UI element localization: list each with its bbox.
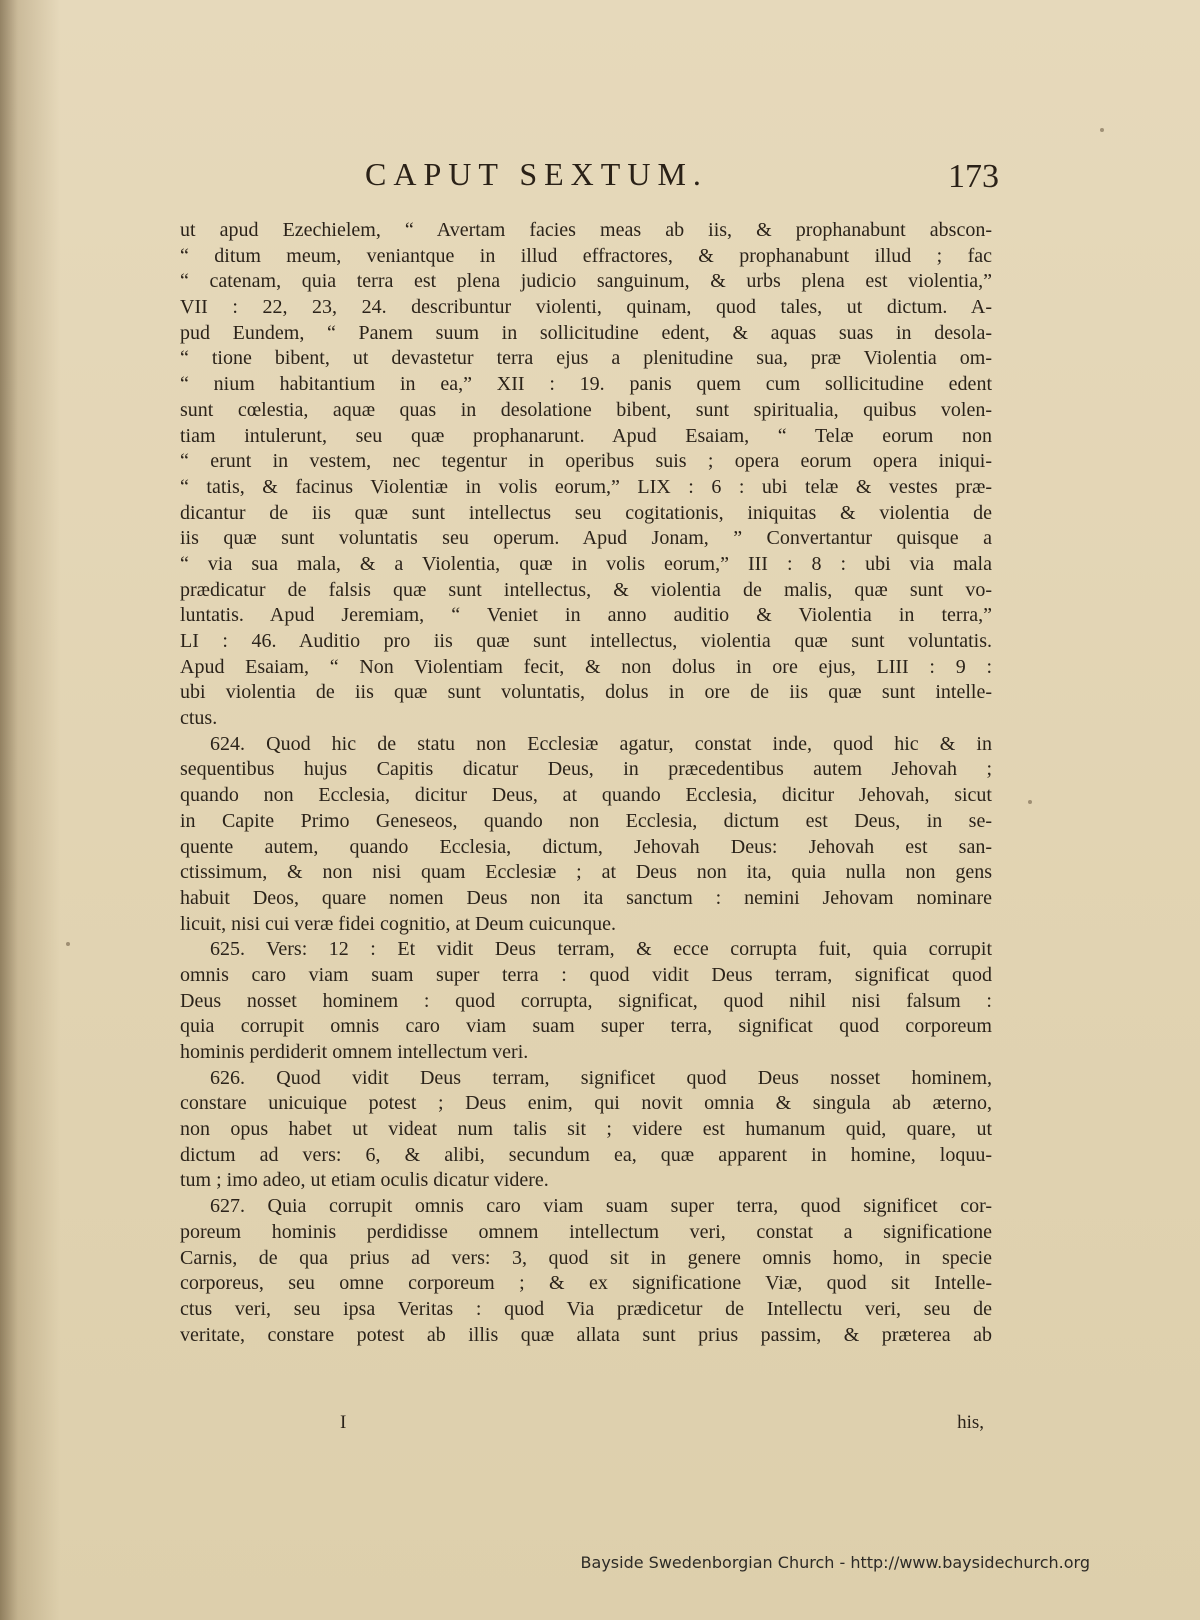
- text-line: quando non Ecclesia, dicitur Deus, at quando Ecclesia, dicitur Jehovah, sicut: [180, 784, 992, 807]
- text-line: luntatis. Apud Jeremiam, “ Veniet in anno auditio & Violentia in terra,”: [180, 604, 992, 627]
- page-header: [175, 156, 1005, 200]
- page-number: 173: [948, 158, 999, 195]
- text-line: dicantur de iis quæ sunt intellectus seu cogitationis, iniquitas & violentia de: [180, 501, 992, 524]
- paper-speck: [66, 942, 70, 946]
- watermark-credit: Bayside Swedenborgian Church - http://www.baysidechurch.org: [580, 1553, 1090, 1572]
- paragraph-627-start: 627. Quia corrupit omnis caro viam suam super terra, quod significet cor-: [210, 1195, 992, 1218]
- text-line: hominis perdiderit omnem intellectum veri.: [180, 1041, 529, 1063]
- text-line: “ nium habitantium in ea,” XII : 19. panis quem cum sollicitudine edent: [180, 373, 992, 396]
- text-line: Apud Esaiam, “ Non Violentiam fecit, & non dolus in ore ejus, LIII : 9 :: [180, 655, 992, 678]
- paragraph-624-start: 624. Quod hic de statu non Ecclesiæ agatur, constat inde, quod hic & in: [210, 732, 992, 755]
- text-line: poreum hominis perdidisse omnem intellectum veri, constat a significatione: [180, 1220, 992, 1243]
- text-line: quente autem, quando Ecclesia, dictum, Jehovah Deus: Jehovah est san-: [180, 835, 992, 858]
- text-line: “ via sua mala, & a Violentia, quæ in volis eorum,” III : 8 : ubi via mala: [180, 552, 992, 575]
- text-line: ut apud Ezechielem, “ Avertam facies meas ab iis, & prophanabunt abscon-: [180, 219, 992, 241]
- text-line: omnis caro viam suam super terra : quod vidit Deus terram, significat quod: [180, 963, 992, 986]
- catchword: his,: [957, 1412, 984, 1433]
- text-line: ctus veri, seu ipsa Veritas : quod Via prædicetur de Intellectu veri, seu de: [180, 1297, 992, 1320]
- page-footer: [180, 1412, 992, 1438]
- text-line: tiam intulerunt, seu quæ prophanarunt. Apud Esaiam, “ Telæ eorum non: [180, 424, 992, 447]
- text-line: “ ditum meum, veniantque in illud effractores, & prophanabunt illud ; fac: [180, 244, 992, 267]
- text-line: dictum ad vers: 6, & alibi, secundum ea, quæ apparent in homine, loquu-: [180, 1143, 992, 1166]
- text-line: LI : 46. Auditio pro iis quæ sunt intellectus, violentia quæ sunt voluntatis.: [180, 630, 992, 652]
- text-line: “ erunt in vestem, nec tegentur in operibus suis ; opera eorum opera iniqui-: [180, 450, 992, 473]
- text-line: veritate, constare potest ab illis quæ allata sunt prius passim, & præterea ab: [180, 1323, 992, 1346]
- paper-speck: [1028, 800, 1032, 804]
- text-line: sequentibus hujus Capitis dicatur Deus, in præcedentibus autem Jehovah ;: [180, 758, 992, 781]
- text-line: iis quæ sunt voluntatis seu operum. Apud Jonam, ” Convertantur quisque a: [180, 527, 992, 550]
- paragraph-626-start: 626. Quod vidit Deus terram, significet quod Deus nosset hominem,: [210, 1066, 992, 1089]
- text-line: in Capite Primo Geneseos, quando non Ecclesia, dictum est Deus, in se-: [180, 809, 992, 832]
- text-line: sunt cœlestia, aquæ quas in desolatione bibent, sunt spiritualia, quibus volen-: [180, 398, 992, 421]
- text-line: Carnis, de qua prius ad vers: 3, quod sit in genere omnis homo, in specie: [180, 1246, 992, 1269]
- paper-speck: [1100, 128, 1104, 132]
- text-line: corporeus, seu omne corporeum ; & ex significatione Viæ, quod sit Intelle-: [180, 1272, 992, 1295]
- text-line: non opus habet ut videat num talis sit ; videre est humanum quid, quare, ut: [180, 1118, 992, 1141]
- text-line: “ tione bibent, ut devastetur terra ejus a plenitudine sua, præ Violentia om-: [180, 347, 992, 370]
- text-line: ctissimum, & non nisi quam Ecclesiæ ; at Deus non ita, quia nulla non gens: [180, 861, 992, 884]
- text-line: VII : 22, 23, 24. describuntur violenti, quinam, quod tales, ut dictum. A-: [180, 296, 992, 319]
- text-line: “ catenam, quia terra est plena judicio sanguinum, & urbs plena est violentia,”: [180, 270, 992, 293]
- signature-mark: I: [340, 1412, 347, 1433]
- body-text: [180, 218, 992, 1348]
- text-line: habuit Deos, quare nomen Deus non ita sanctum : nemini Jehovam nominare: [180, 886, 992, 909]
- text-line: Deus nosset hominem : quod corrupta, significat, quod nihil nisi falsum :: [180, 989, 992, 1012]
- text-line: pud Eundem, “ Panem suum in sollicitudine edent, & aquas suas in desola-: [180, 321, 992, 344]
- text-line: “ tatis, & facinus Violentiæ in volis eorum,” LIX : 6 : ubi telæ & vestes præ-: [180, 475, 992, 498]
- paragraph-625-start: 625. Vers: 12 : Et vidit Deus terram, & ecce corrupta fuit, quia corrupit: [210, 938, 992, 961]
- text-line: ubi violentia de iis quæ sunt voluntatis, dolus in ore de iis quæ sunt intelle-: [180, 681, 992, 704]
- text-line: constare unicuique potest ; Deus enim, qui novit omnia & singula ab æterno,: [180, 1092, 992, 1115]
- text-line: ctus.: [180, 707, 218, 730]
- text-line: quia corrupit omnis caro viam suam super terra, significat quod corporeum: [180, 1015, 992, 1038]
- running-title: CAPUT SEXTUM.: [365, 156, 708, 192]
- text-line: prædicatur de falsis quæ sunt intellectus, & violentia de malis, quæ sunt vo-: [180, 578, 992, 601]
- text-line: tum ; imo adeo, ut etiam oculis dicatur videre.: [180, 1169, 549, 1192]
- text-line: licuit, nisi cui veræ fidei cognitio, at Deum cuicunque.: [180, 912, 617, 935]
